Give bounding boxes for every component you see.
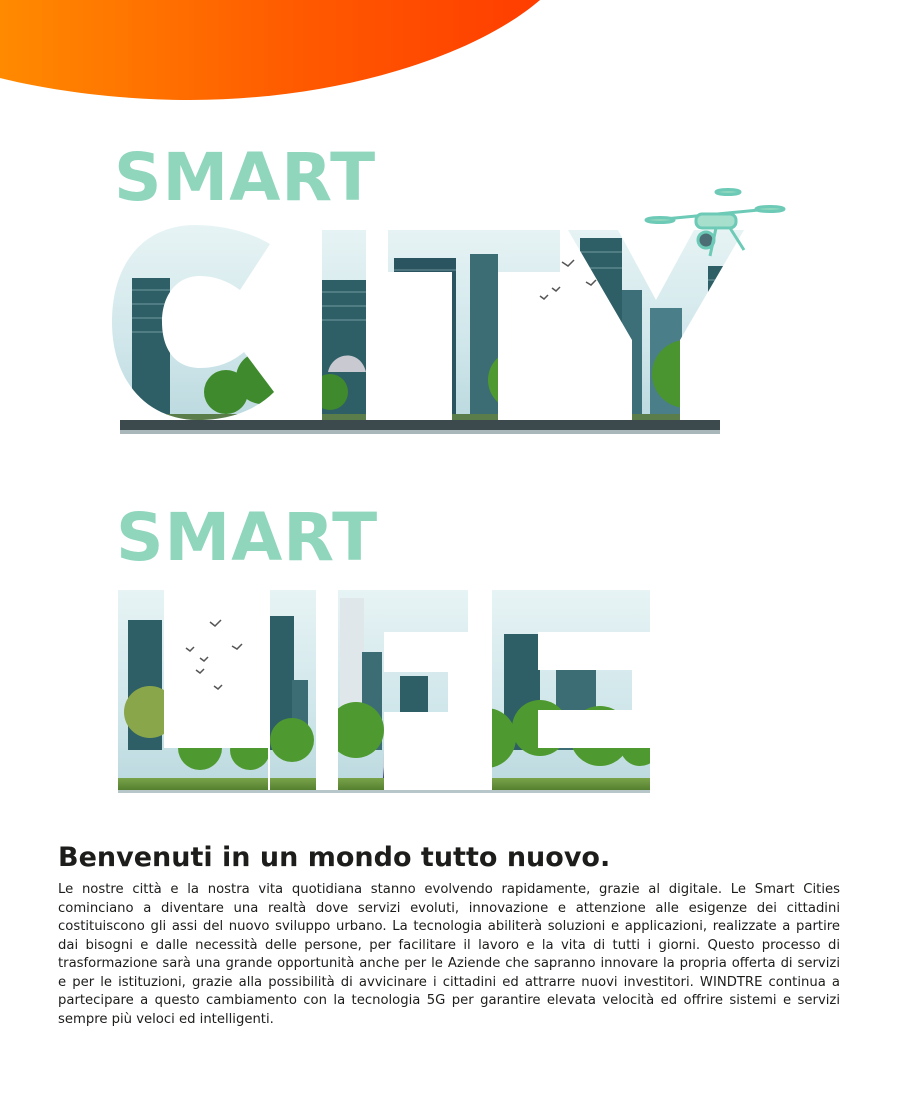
intro-body: Le nostre città e la nostra vita quotidiana stanno evolvendo rapidamente, grazie al digitale. Le Smart Cities cominciano a diventare una realtà dove servizi evoluti, innovazione e attenzione alle esigenze dei cittadini costituiscono gli assi del nuovo sviluppo urbano. La tecnologia abiliterà soluzioni e applicazioni, realizzate a partire dai bisogni e dalle necessità delle persone, per facilitare il lavoro e la vita di tutti i giorni. Questo processo di trasformazione sarà una grande opportunità anche per le Aziende che sapranno innovare la propria offerta di servizi e per le istituzioni, grazie alla possibilità di avvicinare i cittadini ed attrarre nuovi investitori. WINDTRE continua a partecipare a questo cambiamento con la tecnologia 5G per garantire elevata velocità ed offrire sistemi e servizi sempre più veloci ed intelligenti.	[58, 882, 840, 1027]
life-ground-shadow	[118, 790, 650, 793]
city-platform-shadow	[120, 430, 720, 434]
intro-title: Benvenuti in un mondo tutto nuovo.	[58, 842, 611, 873]
intro-section	[58, 842, 840, 1029]
city-letters-scene	[100, 220, 760, 430]
life-letters-scene	[110, 585, 670, 795]
smart-city-label: SMART	[114, 139, 377, 216]
smart-life-label: SMART	[116, 499, 379, 576]
birds-life	[186, 620, 242, 689]
